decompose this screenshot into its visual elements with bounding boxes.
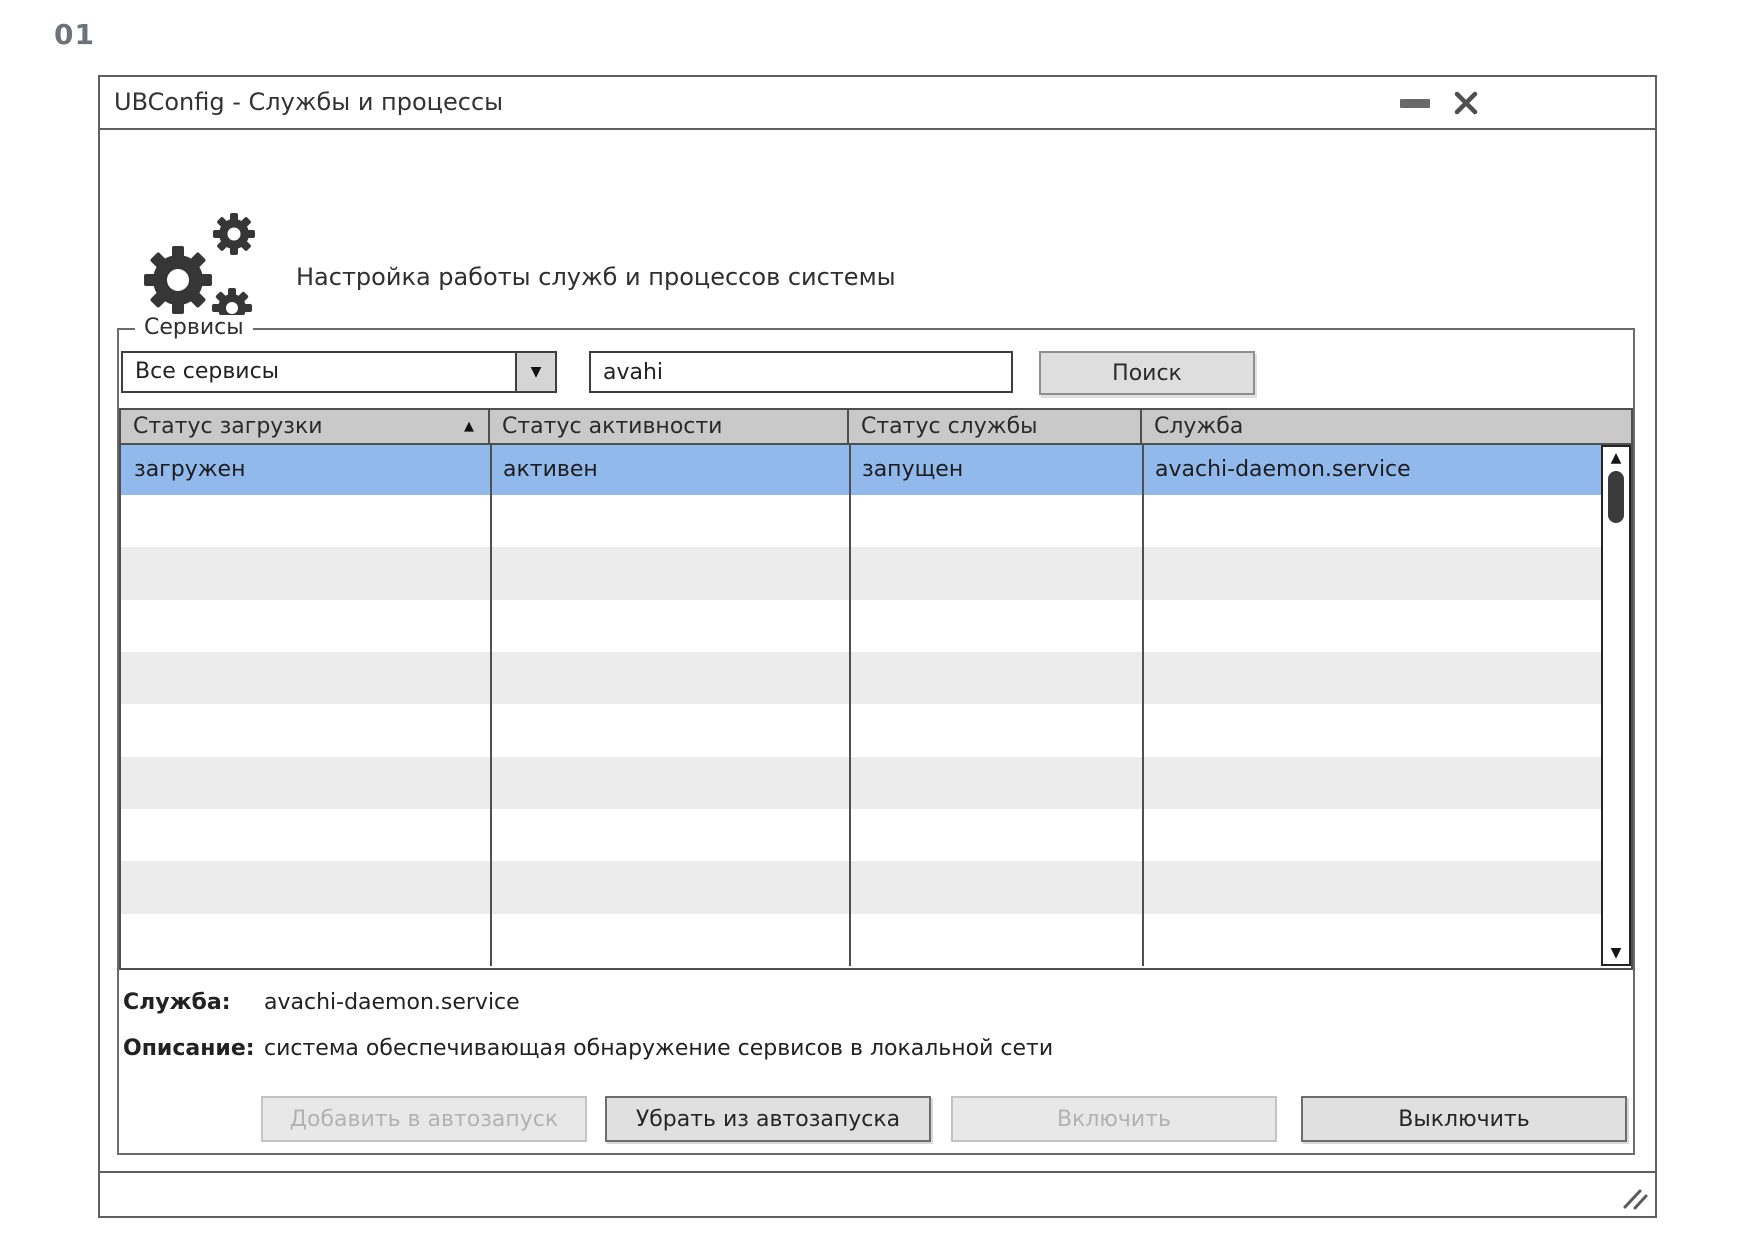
services-table xyxy=(119,408,1633,970)
window-titlebar xyxy=(100,77,1655,130)
resize-grip[interactable] xyxy=(1623,1188,1649,1210)
column-header-service-status[interactable] xyxy=(849,410,1142,443)
scrollbar-thumb[interactable] xyxy=(1608,471,1624,523)
cell-service-status: запущен xyxy=(862,457,964,482)
service-detail-value: avachi-daemon.service xyxy=(264,990,520,1015)
figure-label: 01 xyxy=(54,18,95,51)
minimize-icon xyxy=(1400,99,1430,108)
column-divider xyxy=(1142,445,1144,966)
column-divider xyxy=(849,445,851,966)
sort-ascending-icon: ▲ xyxy=(464,419,474,434)
app-window xyxy=(98,75,1657,1218)
disable-service-button[interactable]: Выключить xyxy=(1301,1096,1627,1142)
table-row-empty[interactable] xyxy=(121,495,1631,547)
scroll-up-icon[interactable]: ▲ xyxy=(1610,450,1622,466)
cell-active-status: активен xyxy=(503,457,598,482)
services-table-body xyxy=(121,445,1631,966)
table-row-empty[interactable] xyxy=(121,914,1631,966)
chevron-down-icon: ▼ xyxy=(530,364,542,380)
table-row-empty[interactable] xyxy=(121,757,1631,809)
cell-load-status: загружен xyxy=(134,457,246,482)
table-row-selected[interactable] xyxy=(121,445,1631,495)
column-header-label: Статус службы xyxy=(861,414,1038,439)
cell-service: avachi-daemon.service xyxy=(1155,457,1411,482)
column-header-label: Служба xyxy=(1154,414,1244,439)
window-title: UBConfig - Службы и процессы xyxy=(114,88,504,116)
scroll-down-icon[interactable]: ▼ xyxy=(1610,945,1622,961)
table-row-empty[interactable] xyxy=(121,809,1631,861)
vertical-scrollbar[interactable] xyxy=(1601,445,1631,966)
column-header-service[interactable] xyxy=(1142,410,1631,443)
dropdown-arrow-button[interactable] xyxy=(515,353,555,391)
table-row-empty[interactable] xyxy=(121,861,1631,913)
enable-service-button[interactable]: Включить xyxy=(951,1096,1277,1142)
table-row-empty[interactable] xyxy=(121,547,1631,599)
column-header-load-status[interactable] xyxy=(121,410,490,443)
column-header-label: Статус загрузки xyxy=(133,414,323,439)
services-groupbox xyxy=(117,315,1635,1155)
services-groupbox-legend: Сервисы xyxy=(135,315,253,340)
table-header-row xyxy=(121,410,1631,445)
search-button[interactable]: Поиск xyxy=(1039,351,1255,395)
add-to-autostart-button[interactable]: Добавить в автозапуск xyxy=(261,1096,587,1142)
column-header-active-status[interactable] xyxy=(490,410,849,443)
description-detail-value: система обеспечивающая обнаружение сервисов в локальной сети xyxy=(264,1036,1054,1061)
remove-from-autostart-button[interactable]: Убрать из автозапуска xyxy=(605,1096,931,1142)
table-row-empty[interactable] xyxy=(121,704,1631,756)
window-subtitle: Настройка работы служб и процессов системы xyxy=(296,263,896,291)
service-filter-dropdown[interactable] xyxy=(121,351,557,393)
search-input[interactable] xyxy=(589,351,1013,393)
column-header-label: Статус активности xyxy=(502,414,723,439)
minimize-button[interactable] xyxy=(1400,99,1432,113)
status-bar xyxy=(100,1171,1655,1216)
column-divider xyxy=(490,445,492,966)
dropdown-selected-value: Все сервисы xyxy=(135,359,280,384)
close-icon xyxy=(1450,87,1482,119)
table-row-empty[interactable] xyxy=(121,652,1631,704)
table-row-empty[interactable] xyxy=(121,600,1631,652)
service-detail-label: Служба: xyxy=(123,990,231,1015)
close-button[interactable] xyxy=(1450,87,1482,119)
description-detail-label: Описание: xyxy=(123,1036,255,1061)
